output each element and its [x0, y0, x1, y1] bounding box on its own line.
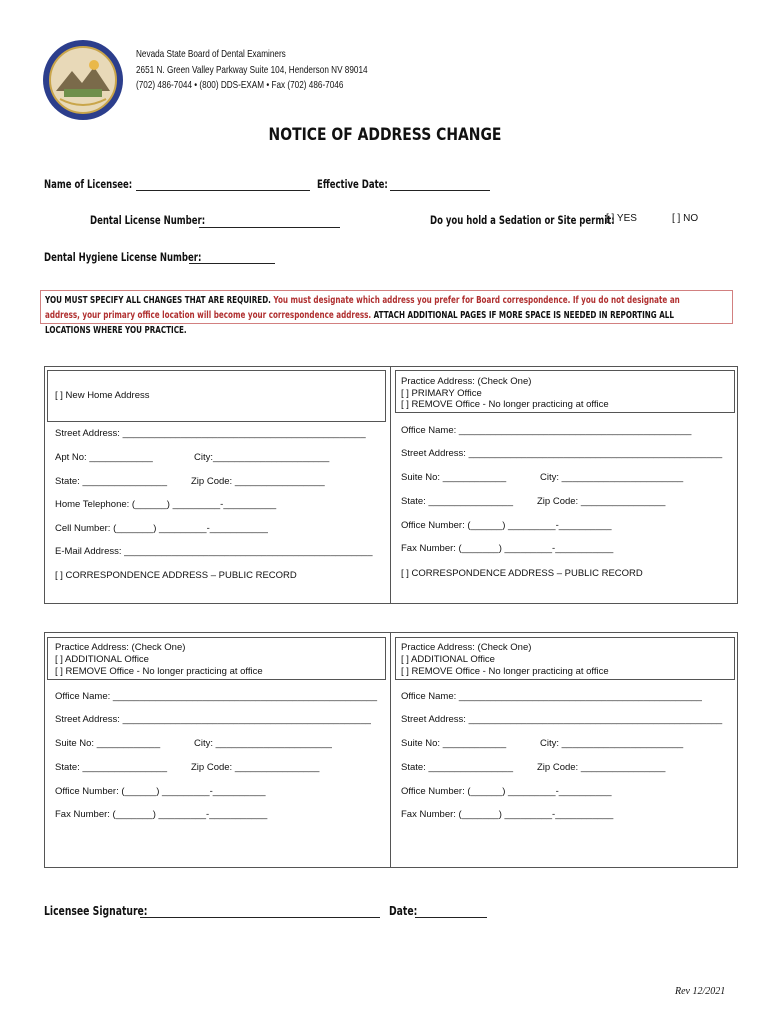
- additional-left-office-number-field[interactable]: Office Number: (______) _________-__________: [55, 786, 266, 797]
- hygiene-license-label: Dental Hygiene License Number:: [44, 250, 202, 264]
- licensee-name-field[interactable]: [136, 190, 310, 191]
- divider: [390, 632, 391, 868]
- primary-street-field[interactable]: Street Address: ________________________________________________: [401, 448, 723, 459]
- notice-correspondence: You must designate which address you prefer for Board correspondence. If you do not designate an address, your primary office location will become your correspondence address.: [45, 295, 680, 321]
- home-zip-field[interactable]: Zip Code: _________________: [191, 476, 325, 487]
- primary-office-name-field[interactable]: Office Name: ____________________________________________: [401, 425, 692, 436]
- additional-right-fax-field[interactable]: Fax Number: (_______) _________-___________: [401, 809, 614, 820]
- org-address: 2651 N. Green Valley Parkway Suite 104, Henderson NV 89014: [136, 63, 368, 76]
- instructions-notice: [40, 290, 733, 336]
- additional-left-fax-field[interactable]: Fax Number: (_______) _________-___________: [55, 809, 268, 820]
- home-correspondence-checkbox[interactable]: [ ] CORRESPONDENCE ADDRESS – PUBLIC RECORD: [55, 570, 297, 581]
- primary-zip-field[interactable]: Zip Code: ________________: [537, 496, 666, 507]
- additional-left-state-field[interactable]: State: ________________: [55, 762, 167, 773]
- revision-label: Rev 12/2021: [675, 986, 726, 997]
- additional-left-street-field[interactable]: Street Address: _______________________________________________: [55, 714, 371, 725]
- primary-suite-field[interactable]: Suite No: ____________: [401, 472, 507, 483]
- primary-fax-field[interactable]: Fax Number: (_______) _________-___________: [401, 543, 614, 554]
- additional-right-office-checkbox[interactable]: [ ] ADDITIONAL Office: [401, 654, 495, 665]
- divider: [390, 366, 391, 604]
- sedation-question: Do you hold a Sedation or Site permit:: [430, 213, 615, 227]
- signature-date-label: Date:: [389, 903, 418, 918]
- primary-remove-checkbox[interactable]: [ ] REMOVE Office - No longer practicing at office: [401, 399, 609, 410]
- additional-right-suite-field[interactable]: Suite No: ____________: [401, 738, 507, 749]
- dental-license-field[interactable]: [199, 227, 340, 228]
- primary-heading: Practice Address: (Check One): [401, 376, 532, 387]
- primary-state-field[interactable]: State: ________________: [401, 496, 513, 507]
- additional-right-street-field[interactable]: Street Address: ________________________________________________: [401, 714, 723, 725]
- primary-correspondence-checkbox[interactable]: [ ] CORRESPONDENCE ADDRESS – PUBLIC RECORD: [401, 568, 643, 579]
- email-field[interactable]: E-Mail Address: _______________________________________________: [55, 546, 373, 557]
- additional-right-office-name-field[interactable]: Office Name: ______________________________________________: [401, 691, 702, 702]
- org-phones: (702) 486-7044 • (800) DDS-EXAM • Fax (702) 486-7046: [136, 79, 344, 91]
- additional-left-remove-checkbox[interactable]: [ ] REMOVE Office - No longer practicing at office: [55, 666, 263, 677]
- primary-office-checkbox[interactable]: [ ] PRIMARY Office: [401, 388, 482, 399]
- hygiene-license-field[interactable]: [189, 263, 275, 264]
- dental-license-label: Dental License Number:: [90, 213, 206, 227]
- additional-right-city-field[interactable]: City: _______________________: [540, 738, 684, 749]
- signature-date-field[interactable]: [415, 917, 487, 918]
- home-city-field[interactable]: City:______________________: [194, 452, 330, 463]
- additional-right-office-number-field[interactable]: Office Number: (______) _________-__________: [401, 786, 612, 797]
- state-seal-logo: [42, 39, 124, 121]
- notice-required: YOU MUST SPECIFY ALL CHANGES THAT ARE REQUIRED.: [45, 295, 271, 306]
- home-telephone-field[interactable]: Home Telephone: (______) _________-__________: [55, 499, 277, 510]
- primary-city-field[interactable]: City: _______________________: [540, 472, 684, 483]
- licensee-name-label: Name of Licensee:: [44, 177, 133, 191]
- additional-left-office-name-field[interactable]: Office Name: __________________________________________________: [55, 691, 378, 702]
- signature-field[interactable]: [140, 917, 380, 918]
- sedation-yes-checkbox[interactable]: [ ] YES: [606, 213, 637, 224]
- header-block: [136, 47, 368, 94]
- additional-right-remove-checkbox[interactable]: [ ] REMOVE Office - No longer practicing at office: [401, 666, 609, 677]
- additional-left-city-field[interactable]: City: ______________________: [194, 738, 332, 749]
- cell-number-field[interactable]: Cell Number: (_______) _________-___________: [55, 523, 268, 534]
- additional-right-heading: Practice Address: (Check One): [401, 642, 532, 653]
- additional-left-office-checkbox[interactable]: [ ] ADDITIONAL Office: [55, 654, 149, 665]
- notice-attach: ATTACH ADDITIONAL PAGES IF MORE SPACE IS NEEDED IN REPORTING ALL LOCATIONS WHERE YOU PRACTICE.: [45, 310, 674, 336]
- additional-left-suite-field[interactable]: Suite No: ____________: [55, 738, 161, 749]
- additional-right-state-field[interactable]: State: ________________: [401, 762, 513, 773]
- sedation-no-checkbox[interactable]: [ ] NO: [672, 213, 699, 224]
- home-state-field[interactable]: State: ________________: [55, 476, 167, 487]
- new-home-checkbox[interactable]: [ ] New Home Address: [55, 390, 150, 401]
- effective-date-field[interactable]: [390, 190, 490, 191]
- additional-left-zip-field[interactable]: Zip Code: ________________: [191, 762, 320, 773]
- primary-office-number-field[interactable]: Office Number: (______) _________-__________: [401, 520, 612, 531]
- additional-right-zip-field[interactable]: Zip Code: ________________: [537, 762, 666, 773]
- effective-date-label: Effective Date:: [317, 177, 388, 191]
- signature-label: Licensee Signature:: [44, 903, 148, 918]
- additional-left-heading: Practice Address: (Check One): [55, 642, 186, 653]
- page-title: NOTICE OF ADDRESS CHANGE: [268, 125, 502, 145]
- home-street-field[interactable]: Street Address: ______________________________________________: [55, 428, 366, 439]
- home-apt-field[interactable]: Apt No: ____________: [55, 452, 153, 463]
- org-name: Nevada State Board of Dental Examiners: [136, 48, 286, 60]
